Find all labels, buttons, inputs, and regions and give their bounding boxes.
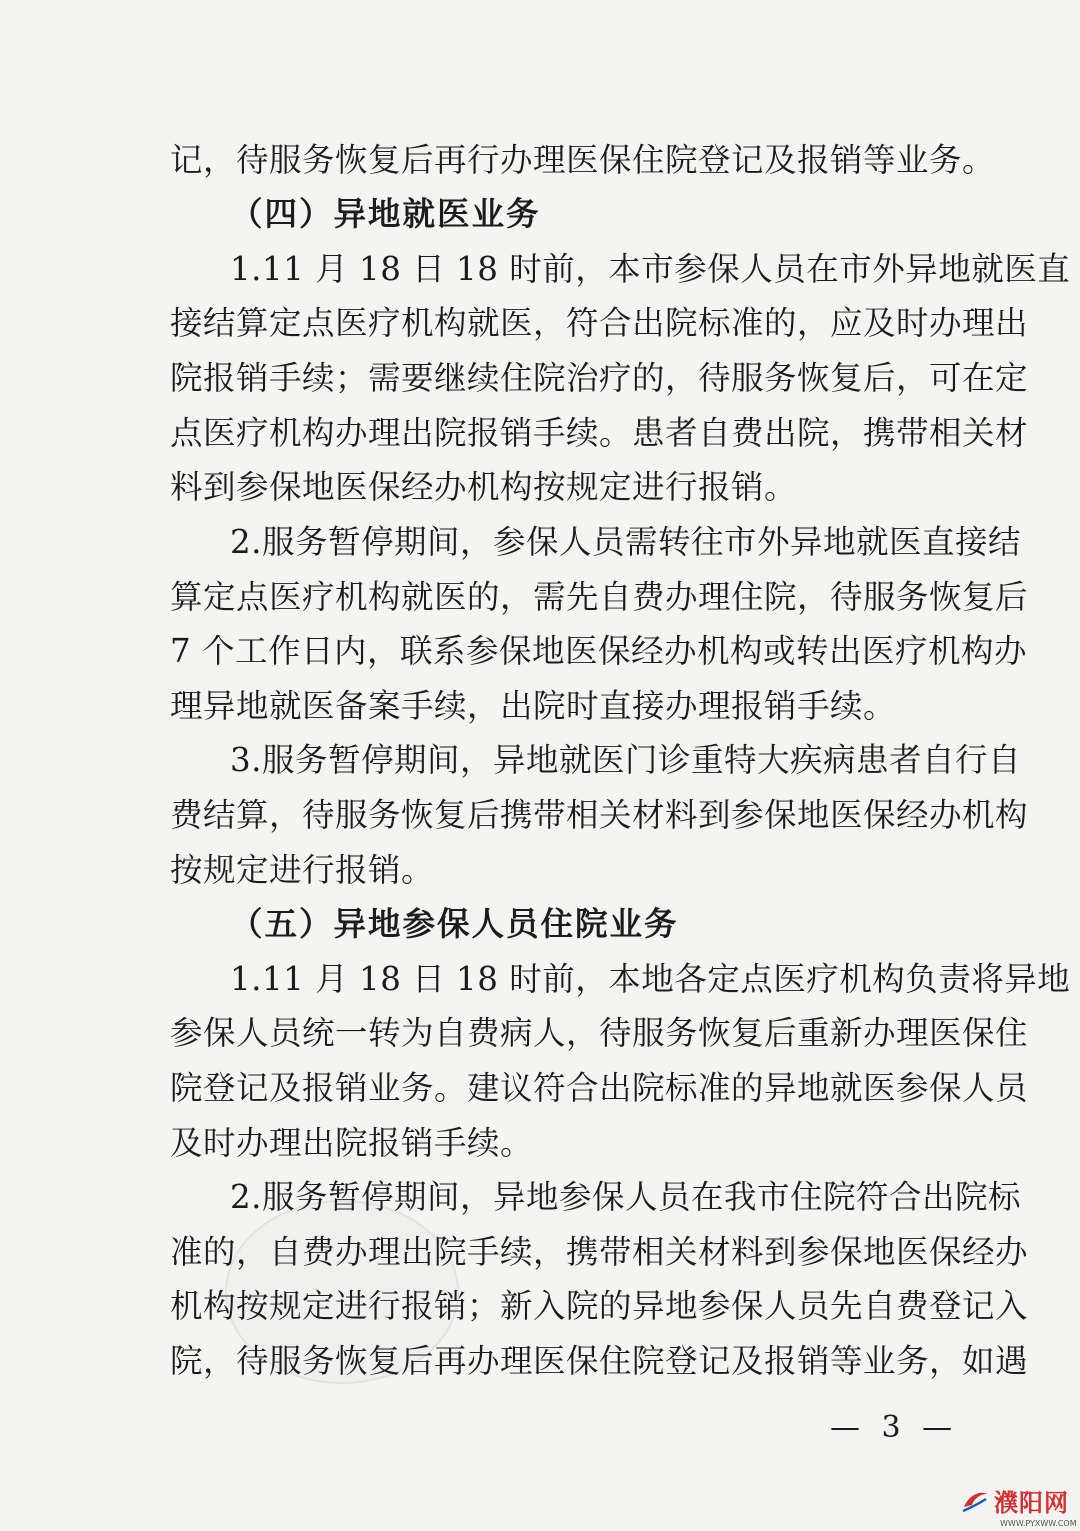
body-line: 接结算定点医疗机构就医，符合出院标准的，应及时办理出 — [170, 304, 1029, 342]
watermark-url: WWW.PYXWW.COM — [1000, 1519, 1077, 1528]
body-line: 及时办理出院报销手续。 — [170, 1124, 534, 1162]
body-line: 院登记及报销业务。建议符合出院标准的异地就医参保人员 — [170, 1069, 1029, 1107]
body-line: 2.服务暂停期间，参保人员需转往市外异地就医直接结 — [230, 523, 1022, 561]
body-line: 按规定进行报销。 — [170, 851, 435, 889]
body-line: 机构按规定进行报销；新入院的异地参保人员先自费登记入 — [170, 1287, 1029, 1325]
body-line: 2.服务暂停期间，异地参保人员在我市住院符合出院标 — [230, 1178, 1022, 1216]
body-line: 准的，自费办理出院手续，携带相关材料到参保地医保经办 — [170, 1233, 1029, 1271]
section-heading-5: （五）异地参保人员住院业务 — [230, 905, 679, 943]
body-line: 理异地就医备案手续，出院时直接办理报销手续。 — [170, 687, 897, 725]
body-line: 费结算，待服务恢复后携带相关材料到参保地医保经办机构 — [170, 796, 1029, 834]
body-line: 参保人员统一转为自费病人，待服务恢复后重新办理医保住 — [170, 1014, 1029, 1052]
body-line: 记，待服务恢复后再行办理医保住院登记及报销等业务。 — [170, 141, 996, 179]
body-line: 院报销手续；需要继续住院治疗的，待服务恢复后，可在定 — [170, 359, 1029, 397]
body-line: 7 个工作日内，联系参保地医保经办机构或转出医疗机构办 — [170, 632, 1028, 670]
section-heading-4: （四）异地就医业务 — [230, 195, 541, 233]
watermark-text: 濮阳网 — [994, 1488, 1069, 1517]
site-watermark — [960, 1480, 1069, 1520]
body-line: 料到参保地医保经办机构按规定进行报销。 — [170, 468, 798, 506]
body-line: 点医疗机构办理出院报销手续。患者自费出院，携带相关材 — [170, 414, 1029, 452]
body-line: 算定点医疗机构就医的，需先自费办理住院，待服务恢复后 — [170, 578, 1029, 616]
page-number: — 3 — — [830, 1410, 959, 1445]
body-line: 1.11 月 18 日 18 时前，本市参保人员在市外异地就医直 — [230, 250, 1071, 288]
swirl-logo-icon — [960, 1485, 990, 1515]
body-line: 院，待服务恢复后再办理医保住院登记及报销等业务，如遇 — [170, 1342, 1029, 1380]
body-line: 1.11 月 18 日 18 时前，本地各定点医疗机构负责将异地 — [230, 960, 1071, 998]
body-line: 3.服务暂停期间，异地就医门诊重特大疾病患者自行自 — [230, 741, 1022, 779]
